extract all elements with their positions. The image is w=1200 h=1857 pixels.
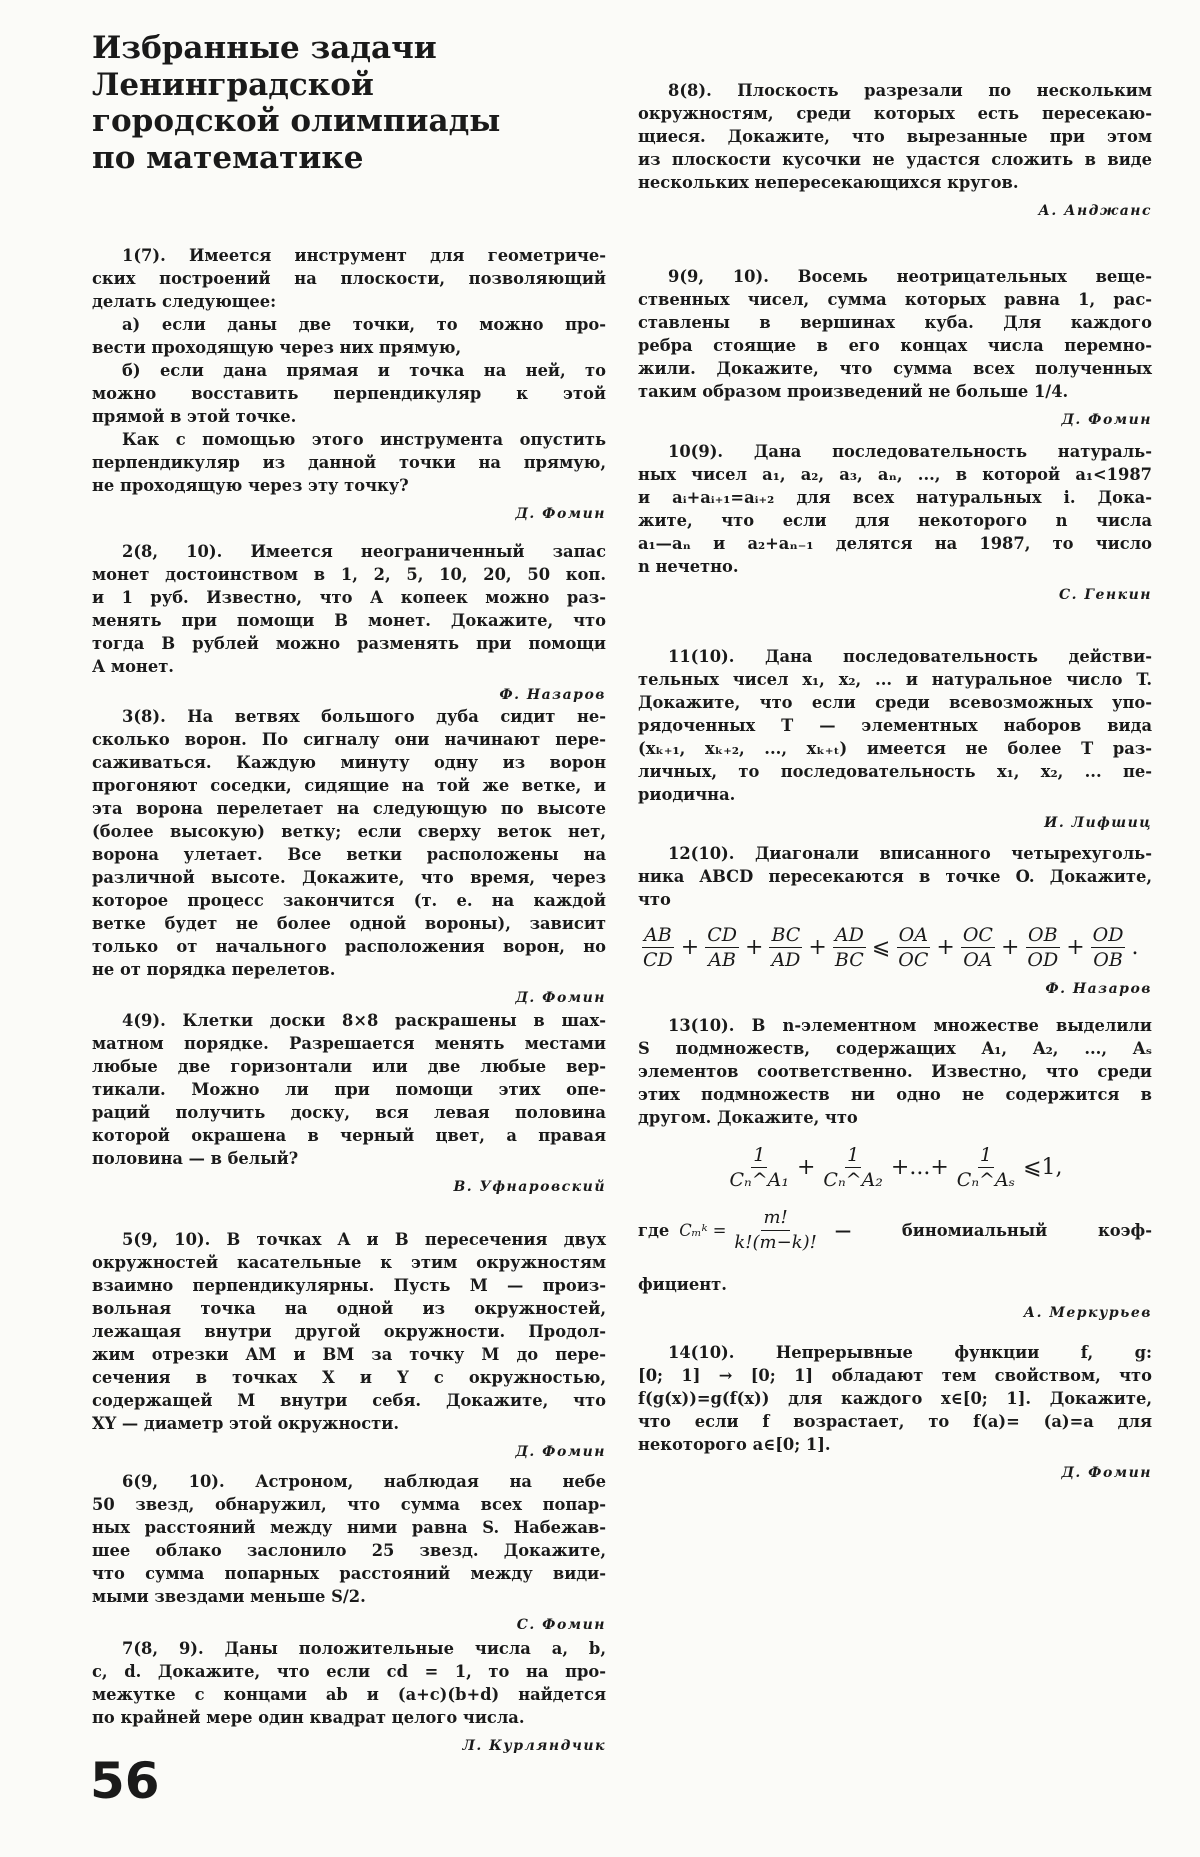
problem-text-line: окружностей касательные к этим окружностям: [92, 1253, 606, 1272]
problem-author: С. Генкин: [1058, 587, 1152, 603]
problem-4: [92, 1009, 606, 1199]
problem-text-line: перпендикуляр из данной точки на прямую,: [92, 453, 606, 472]
problem-text-line: взаимно перпендикулярны. Пусть M — произ-: [92, 1276, 606, 1295]
problem-text-line: которое процесс закончится (т. е. на каждой: [92, 891, 606, 910]
problem-text-line: таким образом произведений не больше 1/4.: [638, 382, 1069, 401]
problem-text-line: 1(7). Имеется инструмент для геометриче-: [122, 246, 606, 265]
problem-text-line: жили. Докажите, что сумма всех полученных: [638, 359, 1152, 378]
sum-inequality-formula: [638, 1143, 1152, 1192]
problem-text-line: менять при помощи В монет. Докажите, что: [92, 611, 606, 630]
problem-9: [638, 265, 1152, 432]
fraction: [705, 923, 739, 972]
fraction-numerator: AD: [834, 924, 864, 946]
problem-7: [92, 1637, 606, 1758]
problem-10: [638, 440, 1152, 607]
problem-3: [92, 705, 606, 1010]
title-line: по математике: [92, 139, 364, 176]
problem-11: [638, 645, 1152, 835]
problem-text-line: нескольких непересекающихся кругов.: [638, 173, 1019, 192]
problem-text-line: вольная точка на одной из окружностей,: [92, 1299, 606, 1318]
fraction-denominator: AB: [708, 949, 736, 971]
problem-text-line: содержащей M внутри себя. Докажите, что: [92, 1391, 606, 1410]
inequality-tail: ⩽1,: [1023, 1155, 1063, 1180]
problem-text-line: любые две горизонтали или две любые вер-: [92, 1057, 606, 1076]
page-number: 56: [90, 1752, 160, 1810]
problem-text-line: шее облако заслонило 25 звезд. Докажите,: [92, 1541, 606, 1560]
problem-6: [92, 1470, 606, 1637]
problem-text-line: ворона улетает. Все ветки расположены на: [92, 845, 606, 864]
problem-text-line: что если f возрастает, то f(a)= (a)=a для: [638, 1412, 1152, 1431]
problem-text-line: ных чисел a₁, a₂, a₃, aₙ, ..., в которой a₁<1987: [638, 465, 1152, 484]
article-title: [92, 30, 500, 176]
fraction-numerator: 1: [979, 1144, 992, 1166]
problem-text-line: c, d. Докажите, что если cd = 1, то на про-: [92, 1662, 606, 1681]
problem-text-line: 5(9, 10). В точках A и B пересечения двух: [122, 1230, 606, 1249]
problem-text-line: f(g(x))=g(f(x)) для каждого x∈[0; 1]. Докажите,: [638, 1389, 1152, 1408]
problem-text-line: 11(10). Дана последовательность действи-: [668, 647, 1152, 666]
problem-text-line: эта ворона перелетает на следующую по высоте: [92, 799, 606, 818]
fraction-numerator: OD: [1092, 924, 1124, 946]
problem-text-line: фициент.: [638, 1275, 727, 1294]
problem-text-line: a₁—aₙ и a₂+aₙ₋₁ делятся на 1987, то число: [638, 534, 1152, 553]
problem-text-line: Докажите, что если среди всевозможных упо-: [638, 693, 1152, 712]
problem-text-line: А монет.: [92, 657, 174, 676]
binomial-definition: [638, 1206, 1152, 1255]
problem-text-line: элементов соответственно. Известно, что среди: [638, 1062, 1152, 1081]
fraction-denominator: OC: [898, 949, 929, 971]
problem-text-line: лежащая внутри другой окружности. Продол-: [92, 1322, 606, 1341]
problem-text-line: сколько ворон. По сигналу они начинают пере-: [92, 730, 606, 749]
title-line: городской олимпиады: [92, 103, 501, 139]
fraction: [732, 1206, 818, 1255]
fraction: [641, 923, 675, 972]
problem-text-line: по крайней мере один квадрат целого числа.: [92, 1708, 525, 1727]
problem-text-line: окружностям, среди которых есть пересекаю-: [638, 104, 1152, 123]
problem-author: А. Меркурьев: [1023, 1305, 1152, 1321]
fraction: [833, 923, 866, 972]
fraction: [821, 1143, 885, 1192]
problem-text-line: 14(10). Непрерывные функции f, g:: [668, 1343, 1152, 1362]
problem-text-line: прямой в этой точке.: [92, 407, 297, 426]
fraction-denominator: OB: [1093, 949, 1123, 971]
problem-text-line: ветке будет не более одной вороны), зависит: [92, 914, 606, 933]
problem-13: [638, 1014, 1152, 1325]
problem-text-line: что: [638, 890, 671, 909]
problem-author: Д. Фомин: [515, 990, 606, 1006]
fraction-numerator: BC: [771, 924, 801, 946]
problem-text-line: жим отрезки AM и BM за точку M до пере-: [92, 1345, 606, 1364]
fraction-numerator: 1: [847, 1144, 860, 1166]
problem-text-line: ственных чисел, сумма которых равна 1, рас-: [638, 290, 1152, 309]
problem-text-line: только от начального расположения ворон, но: [92, 937, 606, 956]
fraction-denominator: Cₙ^Aₛ: [956, 1169, 1016, 1191]
problem-author: И. Лифшиц: [1044, 815, 1152, 831]
fraction-numerator: OC: [962, 924, 993, 946]
problem-text-line: личных, то последовательность x₁, x₂, ... пе-: [638, 762, 1152, 781]
problem-text-line: которой окрашена в черный цвет, а правая: [92, 1126, 606, 1145]
title-line: Избранные задачи: [92, 30, 437, 66]
problem-text-line: другом. Докажите, что: [638, 1108, 858, 1127]
problem-text-line: ребра стоящие в его концах числа перемно-: [638, 336, 1152, 355]
fraction-numerator: OA: [898, 924, 928, 946]
problem-text-line: ставлены в вершинах куба. Для каждого: [638, 313, 1152, 332]
fraction-numerator: m!: [761, 1206, 789, 1231]
problem-text-line: и aᵢ+aᵢ₊₁=aᵢ₊₂ для всех натуральных i. Дока-: [638, 488, 1152, 507]
title-line: Ленинградской: [92, 66, 374, 103]
problem-author: Л. Курляндчик: [462, 1738, 606, 1754]
problem-text-line: различной высоте. Докажите, что время, через: [92, 868, 606, 887]
fraction: [961, 923, 995, 972]
binomial-lhs: Cₘᵏ =: [679, 1221, 727, 1240]
problem-author: Д. Фомин: [515, 1444, 606, 1460]
problem-text-line: саживаться. Каждую минуту одну из ворон: [92, 753, 606, 772]
fraction-denominator: CD: [643, 949, 673, 971]
problem-2: [92, 540, 606, 707]
problem-text-line: риодична.: [638, 785, 736, 804]
problem-text-line: 3(8). На ветвях большого дуба сидит не-: [122, 707, 606, 726]
problem-author: Ф. Назаров: [1045, 981, 1152, 997]
problem-text-line: и 1 руб. Известно, что А копеек можно раз-: [92, 588, 606, 607]
problem-text-line: S подмножеств, содержащих A₁, A₂, ..., Aₛ: [638, 1039, 1152, 1058]
problem-text-line: (более высокую) ветку; если сверху веток нет,: [92, 822, 606, 841]
binomial-description: — биномиальный коэф-: [834, 1221, 1152, 1240]
problem-text-line: 8(8). Плоскость разрезали по нескольким: [668, 81, 1152, 100]
problem-author: Ф. Назаров: [499, 687, 606, 703]
fraction-numerator: AB: [644, 924, 672, 946]
problem-text-line: что сумма попарных расстояний между види-: [92, 1564, 606, 1583]
problem-text-line: ских построений на плоскости, позволяющий: [92, 269, 606, 288]
problem-text-line: половина — в белый?: [92, 1149, 299, 1168]
problem-text-line: 2(8, 10). Имеется неограниченный запас: [122, 542, 606, 561]
problem-text-line: щиеся. Докажите, что вырезанные при этом: [638, 127, 1152, 146]
leq-sign: ⩽: [871, 935, 891, 960]
problem-text-line: ника ABCD пересекаются в точке O. Докажите,: [638, 867, 1152, 886]
problem-text-line: XY — диаметр этой окружности.: [92, 1414, 399, 1433]
problem-text-line: тикали. Можно ли при помощи этих опе-: [92, 1080, 606, 1099]
fraction-denominator: BC: [834, 949, 864, 971]
inequality-formula: [638, 923, 1152, 972]
fraction-denominator: OA: [963, 949, 993, 971]
problem-8: [638, 79, 1152, 223]
fraction-numerator: OB: [1028, 924, 1058, 946]
problem-text-line: вести проходящую через них прямую,: [92, 338, 462, 357]
fraction-numerator: 1: [753, 1144, 766, 1166]
fraction-denominator: k!(m−k)!: [734, 1232, 817, 1253]
fraction-denominator: OD: [1027, 949, 1059, 971]
plus-sign: +: [796, 1155, 816, 1180]
problem-text-line: жите, что если для некоторого n числа: [638, 511, 1152, 530]
problem-text-line: мыми звездами меньше S/2.: [92, 1587, 366, 1606]
problem-text-line: межутке с концами ab и (a+c)(b+d) найдется: [92, 1685, 606, 1704]
fraction-numerator: CD: [707, 924, 737, 946]
problem-text-line: этих подмножеств ни одно не содержится в: [638, 1085, 1152, 1104]
problem-text-line: матном порядке. Разрешается менять местами: [92, 1034, 606, 1053]
period: .: [1131, 935, 1139, 960]
plus-sign: +: [680, 935, 700, 960]
problem-text-line: делать следующее:: [92, 292, 277, 311]
problem-author: С. Фомин: [516, 1617, 606, 1633]
fraction: [955, 1143, 1017, 1192]
fraction-denominator: AD: [771, 949, 801, 971]
plus-sign: +: [808, 935, 827, 960]
problem-text-line: можно восставить перпендикуляр к этой: [92, 384, 606, 403]
problem-text-line: n нечетно.: [638, 557, 739, 576]
problem-text-line: рядоченных T — элементных наборов вида: [638, 716, 1152, 735]
fraction: [727, 1143, 791, 1192]
problem-text-line: 4(9). Клетки доски 8×8 раскрашены в шах-: [122, 1011, 606, 1030]
problem-1: [92, 244, 606, 526]
fraction: [1091, 923, 1126, 972]
problem-text-line: б) если дана прямая и точка на ней, то: [122, 361, 606, 380]
problem-12: [638, 842, 1152, 1001]
problem-text-line: не от порядка перелетов.: [92, 960, 336, 979]
plus-sign: +: [936, 935, 955, 960]
problem-text-line: 7(8, 9). Даны положительные числа a, b,: [122, 1639, 606, 1658]
problem-text-line: 12(10). Диагонали вписанного четырехуголь-: [668, 844, 1152, 863]
problem-author: Д. Фомин: [1061, 412, 1152, 428]
fraction-denominator: Cₙ^A₂: [823, 1169, 883, 1191]
fraction: [1025, 923, 1060, 972]
problem-text-line: из плоскости кусочки не удастся сложить в виде: [638, 150, 1152, 169]
fraction: [769, 923, 802, 972]
problem-text-line: тогда В рублей можно разменять при помощи: [92, 634, 606, 653]
problem-text-line: не проходящую через эту точку?: [92, 476, 409, 495]
problem-text-line: некоторого a∈[0; 1].: [638, 1435, 831, 1454]
plus-sign: +: [1000, 935, 1020, 960]
problem-author: В. Уфнаровский: [453, 1179, 606, 1195]
problem-14: [638, 1341, 1152, 1485]
problem-text-line: 50 звезд, обнаружил, что сумма всех попар-: [92, 1495, 606, 1514]
problem-text-line: [0; 1] → [0; 1] обладают тем свойством, что: [638, 1366, 1152, 1385]
where-prefix: где: [638, 1221, 670, 1240]
fraction-denominator: Cₙ^A₁: [729, 1169, 789, 1191]
problem-author: А. Анджанс: [1038, 203, 1152, 219]
problem-text-line: 6(9, 10). Астроном, наблюдая на небе: [122, 1472, 606, 1491]
problem-text-line: Как с помощью этого инструмента опустить: [122, 430, 606, 449]
problem-text-line: сечения в точках X и Y с окружностью,: [92, 1368, 606, 1387]
problem-author: Д. Фомин: [515, 506, 606, 522]
problem-text-line: 9(9, 10). Восемь неотрицательных веще-: [668, 267, 1152, 286]
problem-text-line: 10(9). Дана последовательность натураль-: [668, 442, 1152, 461]
problem-text-line: (xₖ₊₁, xₖ₊₂, ..., xₖ₊ₜ) имеется не более T раз-: [638, 739, 1152, 758]
problem-author: Д. Фомин: [1061, 1465, 1152, 1481]
problem-text-line: монет достоинством в 1, 2, 5, 10, 20, 50 коп.: [92, 565, 606, 584]
problem-text-line: а) если даны две точки, то можно про-: [122, 315, 606, 334]
problem-text-line: 13(10). В n-элементном множестве выделили: [668, 1016, 1152, 1035]
plus-sign: +: [1066, 935, 1085, 960]
problem-text-line: раций получить доску, вся левая половина: [92, 1103, 606, 1122]
plus-sign: +: [745, 935, 764, 960]
dots: +...+: [890, 1155, 949, 1180]
problem-text-line: тельных чисел x₁, x₂, ... и натуральное число T.: [638, 670, 1152, 689]
problem-5: [92, 1228, 606, 1464]
problem-text-line: прогоняют соседки, сидящие на той же ветке, и: [92, 776, 606, 795]
problem-text-line: ных расстояний между ними равна S. Набежав-: [92, 1518, 606, 1537]
fraction: [896, 923, 930, 972]
